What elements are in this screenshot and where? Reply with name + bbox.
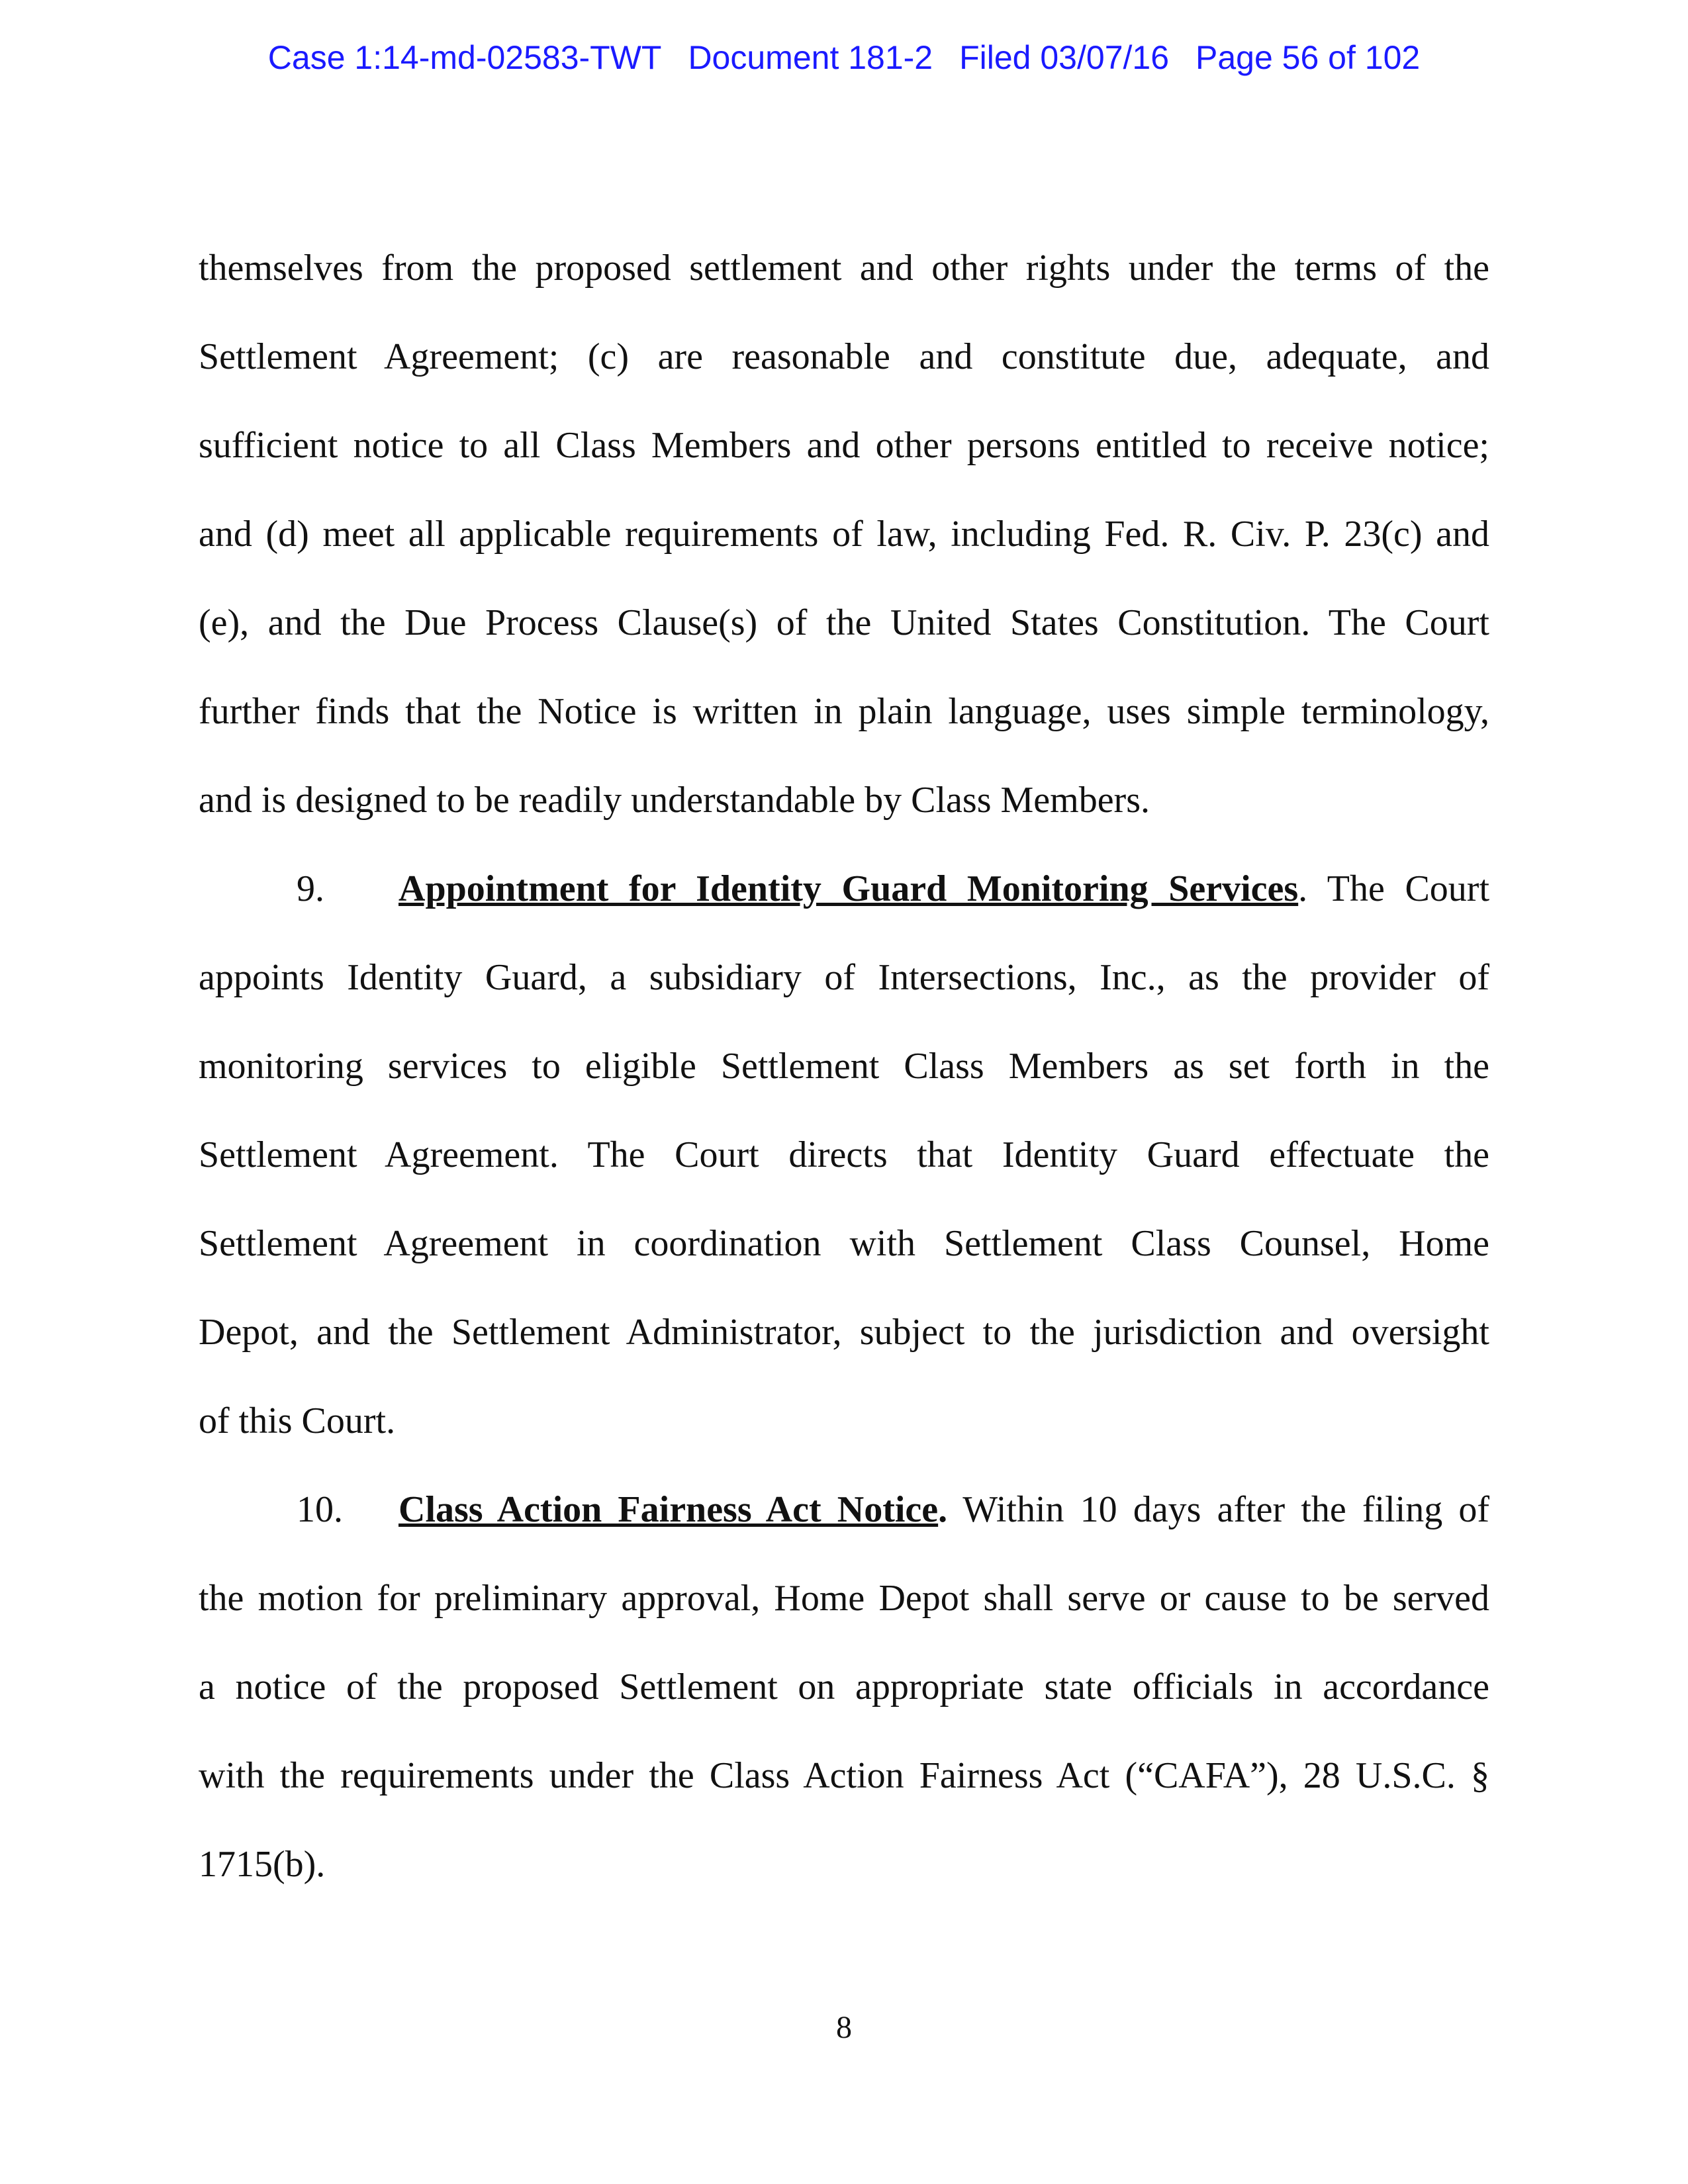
body-line: and (d) meet all applicable requirements of law, including Fed. R. Civ. P. 23(c) and (199, 514, 1489, 555)
body-line: 1715(b). (199, 1844, 326, 1885)
section-10-heading-period: . (938, 1489, 948, 1530)
section-9-number: 9. (297, 868, 324, 909)
body-line: appoints Identity Guard, a subsidiary of Intersections, Inc., as the provider of (199, 957, 1489, 998)
body-line: Depot, and the Settlement Administrator, subject to the jurisdiction and oversight (199, 1312, 1489, 1353)
body-line: monitoring services to eligible Settlement Class Members as set forth in the (199, 1046, 1489, 1087)
body-line: the motion for preliminary approval, Home Depot shall serve or cause to be served (199, 1578, 1489, 1619)
filed-date: Filed 03/07/16 (959, 39, 1170, 76)
body-line: of this Court. (199, 1400, 396, 1441)
document-number: Document 181-2 (688, 39, 933, 76)
body-line: Settlement Agreement; (c) are reasonable and constitute due, adequate, and (199, 336, 1489, 377)
case-number: Case 1:14-md-02583-TWT (267, 39, 662, 76)
section-10-first-line (199, 1486, 1489, 1533)
section-9-first-line (199, 866, 1489, 912)
body-line: (e), and the Due Process Clause(s) of the United States Constitution. The Court (199, 602, 1489, 643)
section-10-heading: Class Action Fairness Act Notice (399, 1489, 939, 1530)
body-line: and is designed to be readily understandable by Class Members. (199, 780, 1150, 821)
page-number: 8 (836, 2010, 852, 2045)
section-10-lead (399, 1486, 1489, 1533)
section-9-heading: Appointment for Identity Guard Monitoring Services (399, 868, 1299, 909)
filing-header-stamp (0, 38, 1688, 77)
body-line: themselves from the proposed settlement and other rights under the terms of the (199, 248, 1489, 289)
body-line: Settlement Agreement. The Court directs that Identity Guard effectuate the (199, 1134, 1489, 1175)
page-of-total: Page 56 of 102 (1196, 39, 1421, 76)
section-10-number: 10. (297, 1489, 343, 1530)
section-9-lead (399, 866, 1489, 912)
section-9-lead-text: . The Court (1298, 868, 1490, 909)
body-line: a notice of the proposed Settlement on appropriate state officials in accordance (199, 1666, 1489, 1707)
body-line: with the requirements under the Class Action Fairness Act (“CAFA”), 28 U.S.C. § (199, 1755, 1489, 1796)
body-line: further finds that the Notice is written in plain language, uses simple terminology, (199, 691, 1489, 732)
section-10-lead-text: Within 10 days after the filing of (947, 1489, 1489, 1530)
body-line: Settlement Agreement in coordination with Settlement Class Counsel, Home (199, 1223, 1489, 1264)
body-line: sufficient notice to all Class Members and other persons entitled to receive notice; (199, 425, 1489, 466)
